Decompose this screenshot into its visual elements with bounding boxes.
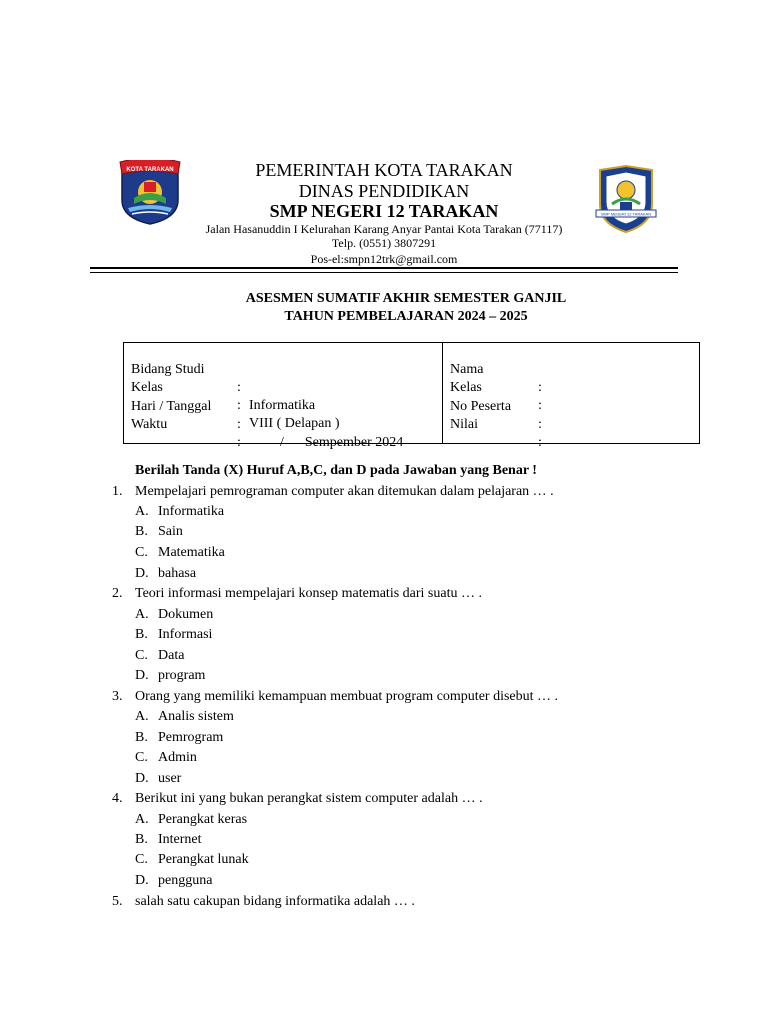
option-text: bahasa <box>158 566 197 581</box>
info-label: Nama <box>450 362 484 377</box>
option-text: pengguna <box>158 873 213 888</box>
info-label: Kelas <box>450 380 482 395</box>
exam-info-table <box>123 342 700 444</box>
option-letter: B. <box>135 627 148 642</box>
option-letter: D. <box>135 771 149 786</box>
crest-label: KOTA TARAKAN <box>126 167 174 173</box>
option-text: Perangkat lunak <box>158 852 249 867</box>
option-text: Data <box>158 648 185 663</box>
option-letter: D. <box>135 668 149 683</box>
question-number: 1. <box>112 484 123 499</box>
info-table-divider <box>442 342 443 444</box>
question-text: Mempelajari pemrograman computer akan ditemukan dalam pelajaran … . <box>135 484 554 499</box>
option-letter: D. <box>135 566 149 581</box>
question-number: 3. <box>112 689 123 704</box>
option-letter: C. <box>135 648 148 663</box>
instruction: Berilah Tanda (X) Huruf A,B,C, dan D pada Jawaban yang Benar ! <box>135 463 537 478</box>
question-number: 2. <box>112 586 123 601</box>
info-value: / Sempember 2024 <box>280 435 404 450</box>
option-text: user <box>158 771 182 786</box>
info-colon: : <box>237 398 241 413</box>
school-email: Pos-el:smpn12trk@gmail.com <box>310 252 458 266</box>
info-colon: : <box>538 417 542 432</box>
info-colon: : <box>237 435 241 450</box>
question-text: salah satu cakupan bidang informatika adalah … . <box>135 894 415 909</box>
school-phone: Telp. (0551) 3807291 <box>331 236 437 250</box>
info-label: No Peserta <box>450 399 512 414</box>
option-text: Dokumen <box>158 607 214 622</box>
option-letter: C. <box>135 750 148 765</box>
option-letter: C. <box>135 852 148 867</box>
option-letter: A. <box>135 812 149 827</box>
info-value: Informatika <box>249 398 316 413</box>
option-text: Sain <box>158 524 183 539</box>
option-letter: A. <box>135 504 149 519</box>
letterhead-rule-thin <box>90 272 678 273</box>
option-letter: C. <box>135 545 148 560</box>
department-line: DINAS PENDIDIKAN <box>298 181 470 201</box>
option-letter: A. <box>135 709 149 724</box>
option-text: Admin <box>158 750 197 765</box>
option-text: Pemrogram <box>158 730 224 745</box>
question-text: Orang yang memiliki kemampuan membuat program computer disebut … . <box>135 689 559 704</box>
option-text: Perangkat keras <box>158 812 248 827</box>
option-text: program <box>158 668 206 683</box>
info-colon: : <box>538 380 542 395</box>
question-text: Berikut ini yang bukan perangkat sistem computer adalah … . <box>135 791 483 806</box>
exam-year: TAHUN PEMBELAJARAN 2024 – 2025 <box>284 309 528 324</box>
option-text: Analis sistem <box>158 709 234 724</box>
info-colon: : <box>237 417 241 432</box>
option-letter: B. <box>135 832 148 847</box>
info-label: Hari / Tanggal <box>131 399 212 414</box>
letterhead-rule-thick <box>90 267 678 269</box>
option-letter: A. <box>135 607 149 622</box>
question-number: 4. <box>112 791 123 806</box>
info-label: Nilai <box>450 417 478 432</box>
info-colon: : <box>538 398 542 413</box>
question-number: 5. <box>112 894 123 909</box>
government-line: PEMERINTAH KOTA TARAKAN <box>255 160 513 180</box>
info-colon: : <box>538 435 542 450</box>
option-text: Informatika <box>158 504 225 519</box>
info-label: Kelas <box>131 380 163 395</box>
emblem-label: SMP NEGERI 12 TARAKAN <box>600 211 652 217</box>
option-letter: B. <box>135 730 148 745</box>
exam-title: ASESMEN SUMATIF AKHIR SEMESTER GANJIL <box>245 291 567 306</box>
option-text: Internet <box>158 832 202 847</box>
info-label: Bidang Studi <box>131 362 205 377</box>
option-letter: D. <box>135 873 149 888</box>
info-colon: : <box>237 380 241 395</box>
info-value: VIII ( Delapan ) <box>249 416 340 431</box>
school-address: Jalan Hasanuddin I Kelurahan Karang Anyar Pantai Kota Tarakan (77117) <box>205 222 563 236</box>
question-text: Teori informasi mempelajari konsep matematis dari suatu … . <box>135 586 482 601</box>
school-name: SMP NEGERI 12 TARAKAN <box>269 201 499 221</box>
info-label: Waktu <box>131 417 168 432</box>
option-text: Matematika <box>158 545 225 560</box>
option-text: Informasi <box>158 627 213 642</box>
option-letter: B. <box>135 524 148 539</box>
